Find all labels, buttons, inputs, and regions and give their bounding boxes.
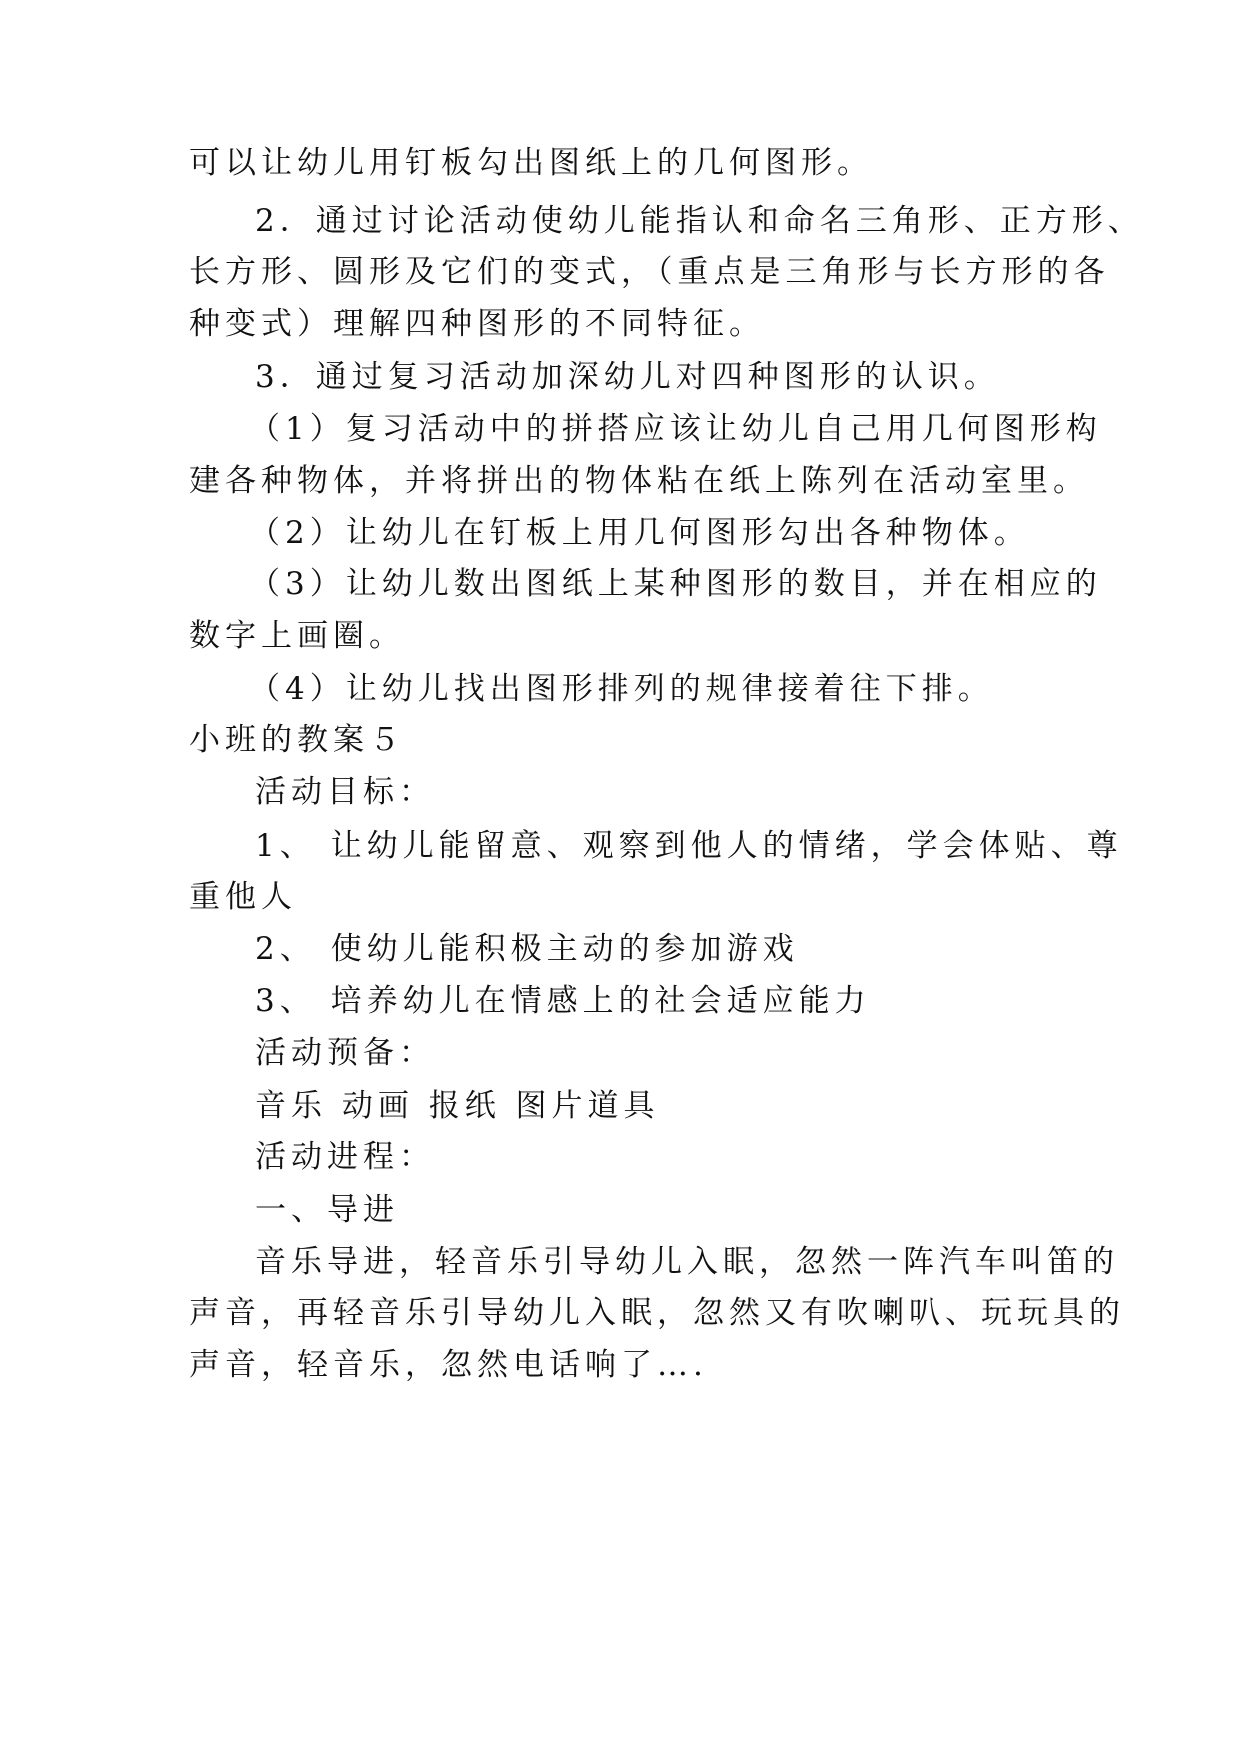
list-item: 2．通过讨论活动使幼儿能指认和命名三角形、正方形、 bbox=[255, 203, 1144, 239]
section-title: 小班的教案５ bbox=[189, 722, 405, 758]
sub-list-item: （4）让幼儿找出图形排列的规律接着往下排。 bbox=[249, 671, 994, 707]
paragraph-line: 种变式）理解四种图形的不同特征。 bbox=[189, 306, 765, 342]
paragraph-line: 数字上画圈。 bbox=[189, 618, 405, 654]
paragraph-line: 声音，再轻音乐引导幼儿入眠，忽然又有吹喇叭、玩玩具的 bbox=[189, 1295, 1125, 1331]
section-heading: 活动进程： bbox=[255, 1139, 435, 1175]
list-item: 2、 使幼儿能积极主动的参加游戏 bbox=[255, 931, 799, 967]
paragraph-line: 长方形、圆形及它们的变式，（重点是三角形与长方形的各 bbox=[189, 254, 1110, 290]
sub-list-item: （3）让幼儿数出图纸上某种图形的数目，并在相应的 bbox=[249, 566, 1102, 602]
sub-heading: 一、导进 bbox=[255, 1192, 399, 1228]
document-body bbox=[189, 0, 1241, 1754]
list-item: 3、 培养幼儿在情感上的社会适应能力 bbox=[255, 983, 871, 1019]
section-heading: 活动预备： bbox=[255, 1035, 435, 1071]
list-item: 1、 让幼儿能留意、观察到他人的情绪，学会体贴、尊 bbox=[255, 828, 1123, 864]
paragraph-line: 可以让幼儿用钉板勾出图纸上的几何图形。 bbox=[189, 145, 873, 181]
paragraph-line: 音乐 动画 报纸 图片道具 bbox=[255, 1088, 660, 1124]
paragraph-line: 重他人 bbox=[189, 879, 297, 915]
sub-list-item: （2）让幼儿在钉板上用几何图形勾出各种物体。 bbox=[249, 515, 1030, 551]
paragraph-line: 声音，轻音乐，忽然电话响了…. bbox=[189, 1347, 708, 1383]
section-heading: 活动目标： bbox=[255, 774, 435, 810]
paragraph-line: 音乐导进，轻音乐引导幼儿入眠，忽然一阵汽车叫笛的 bbox=[255, 1244, 1119, 1280]
sub-list-item: （1）复习活动中的拼搭应该让幼儿自己用几何图形构 bbox=[249, 411, 1102, 447]
list-item: 3．通过复习活动加深幼儿对四种图形的认识。 bbox=[255, 359, 1000, 395]
paragraph-line: 建各种物体，并将拼出的物体粘在纸上陈列在活动室里。 bbox=[189, 463, 1089, 499]
